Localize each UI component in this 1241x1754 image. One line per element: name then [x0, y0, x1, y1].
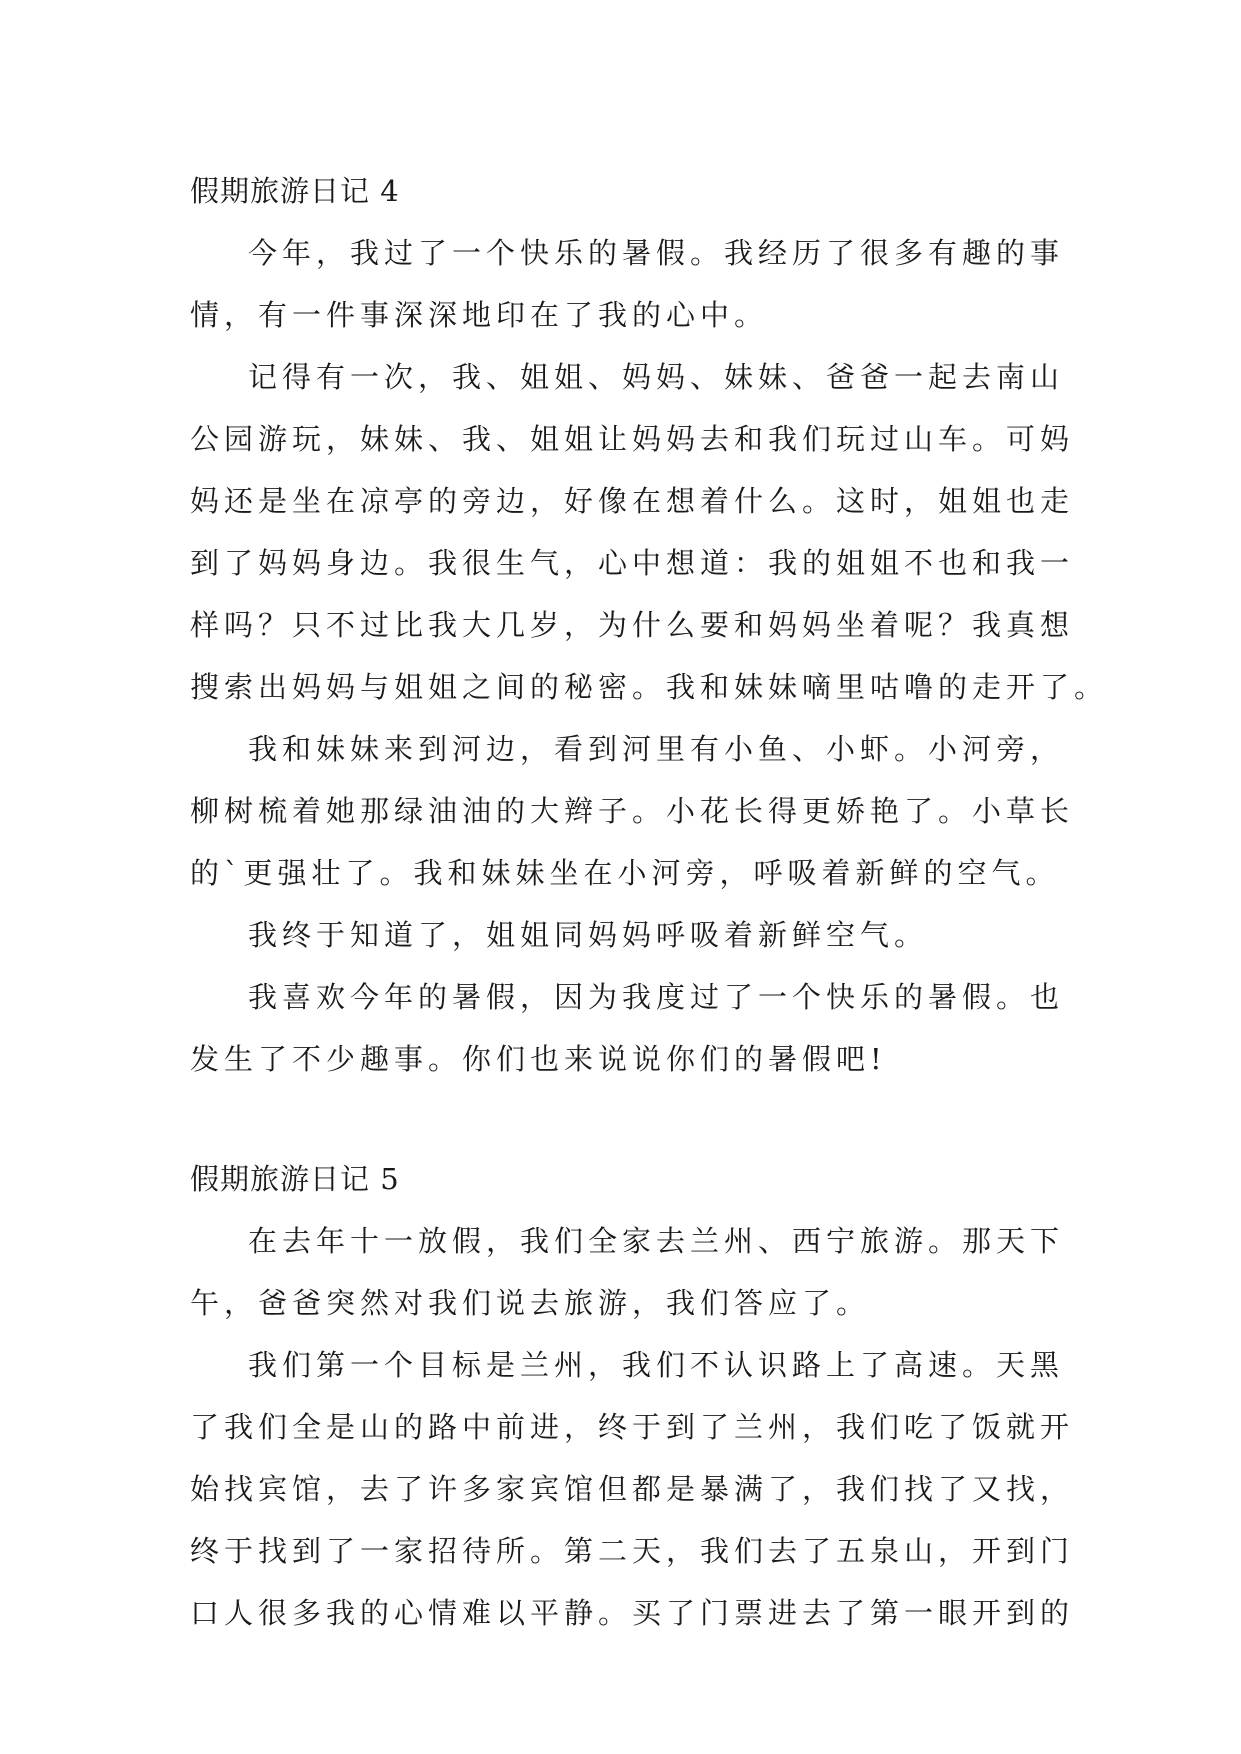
text-line: 我终于知道了，姐姐同妈妈呼吸着新鲜空气。 [248, 918, 929, 952]
text-line: 我们第一个目标是兰州，我们不认识路上了高速。天黑 [248, 1348, 1065, 1382]
entry-title: 假期旅游日记 5 [190, 1162, 400, 1196]
paragraph [190, 966, 1065, 1090]
text-line: 始找宾馆，去了许多家宾馆但都是暴满了，我们找了又找， [190, 1472, 1075, 1506]
text-line: 在去年十一放假，我们全家去兰州、西宁旅游。那天下 [248, 1224, 1065, 1258]
text-line: 搜索出妈妈与姐姐之间的秘密。我和妹妹嘀里咕噜的走开了。 [190, 670, 1109, 704]
text-line: 口人很多我的心情难以平静。买了门票进去了第一眼开到的 [190, 1596, 1075, 1630]
text-line: 公园游玩，妹妹、我、姐姐让妈妈去和我们玩过山车。可妈 [190, 422, 1075, 456]
text-line: 发生了不少趣事。你们也来说说你们的暑假吧! [190, 1042, 887, 1076]
text-line: 样吗？只不过比我大几岁，为什么要和妈妈坐着呢？我真想 [190, 608, 1075, 642]
diary-entry-4 [190, 160, 1109, 1090]
text-line: 柳树梳着她那绿油油的大辫子。小花长得更娇艳了。小草长 [190, 794, 1075, 828]
paragraph [190, 222, 1065, 346]
text-line: 午，爸爸突然对我们说去旅游，我们答应了。 [190, 1286, 871, 1320]
text-line: 情，有一件事深深地印在了我的心中。 [190, 298, 769, 332]
paragraph [190, 718, 1075, 904]
text-line: 记得有一次，我、姐姐、妈妈、妹妹、爸爸一起去南山 [248, 360, 1065, 394]
text-line: 的`更强壮了。我和妹妹坐在小河旁，呼吸着新鲜的空气。 [190, 856, 1060, 890]
document-body [190, 160, 1109, 1644]
text-line: 我和妹妹来到河边，看到河里有小鱼、小虾。小河旁， [248, 732, 1065, 766]
diary-entry-5 [190, 1148, 1075, 1644]
text-line: 今年，我过了一个快乐的暑假。我经历了很多有趣的事 [248, 236, 1065, 270]
text-line: 了我们全是山的路中前进，终于到了兰州，我们吃了饭就开 [190, 1410, 1075, 1444]
paragraph [190, 346, 1109, 718]
paragraph [190, 1334, 1075, 1644]
text-line: 我喜欢今年的暑假，因为我度过了一个快乐的暑假。也 [248, 980, 1065, 1014]
text-line: 到了妈妈身边。我很生气，心中想道：我的姐姐不也和我一 [190, 546, 1075, 580]
paragraph [190, 904, 1060, 966]
text-line: 终于找到了一家招待所。第二天，我们去了五泉山，开到门 [190, 1534, 1075, 1568]
paragraph [190, 1210, 1065, 1334]
section-spacer [190, 1090, 1060, 1148]
entry-title: 假期旅游日记 4 [190, 174, 400, 208]
text-line: 妈还是坐在凉亭的旁边，好像在想着什么。这时，姐姐也走 [190, 484, 1075, 518]
